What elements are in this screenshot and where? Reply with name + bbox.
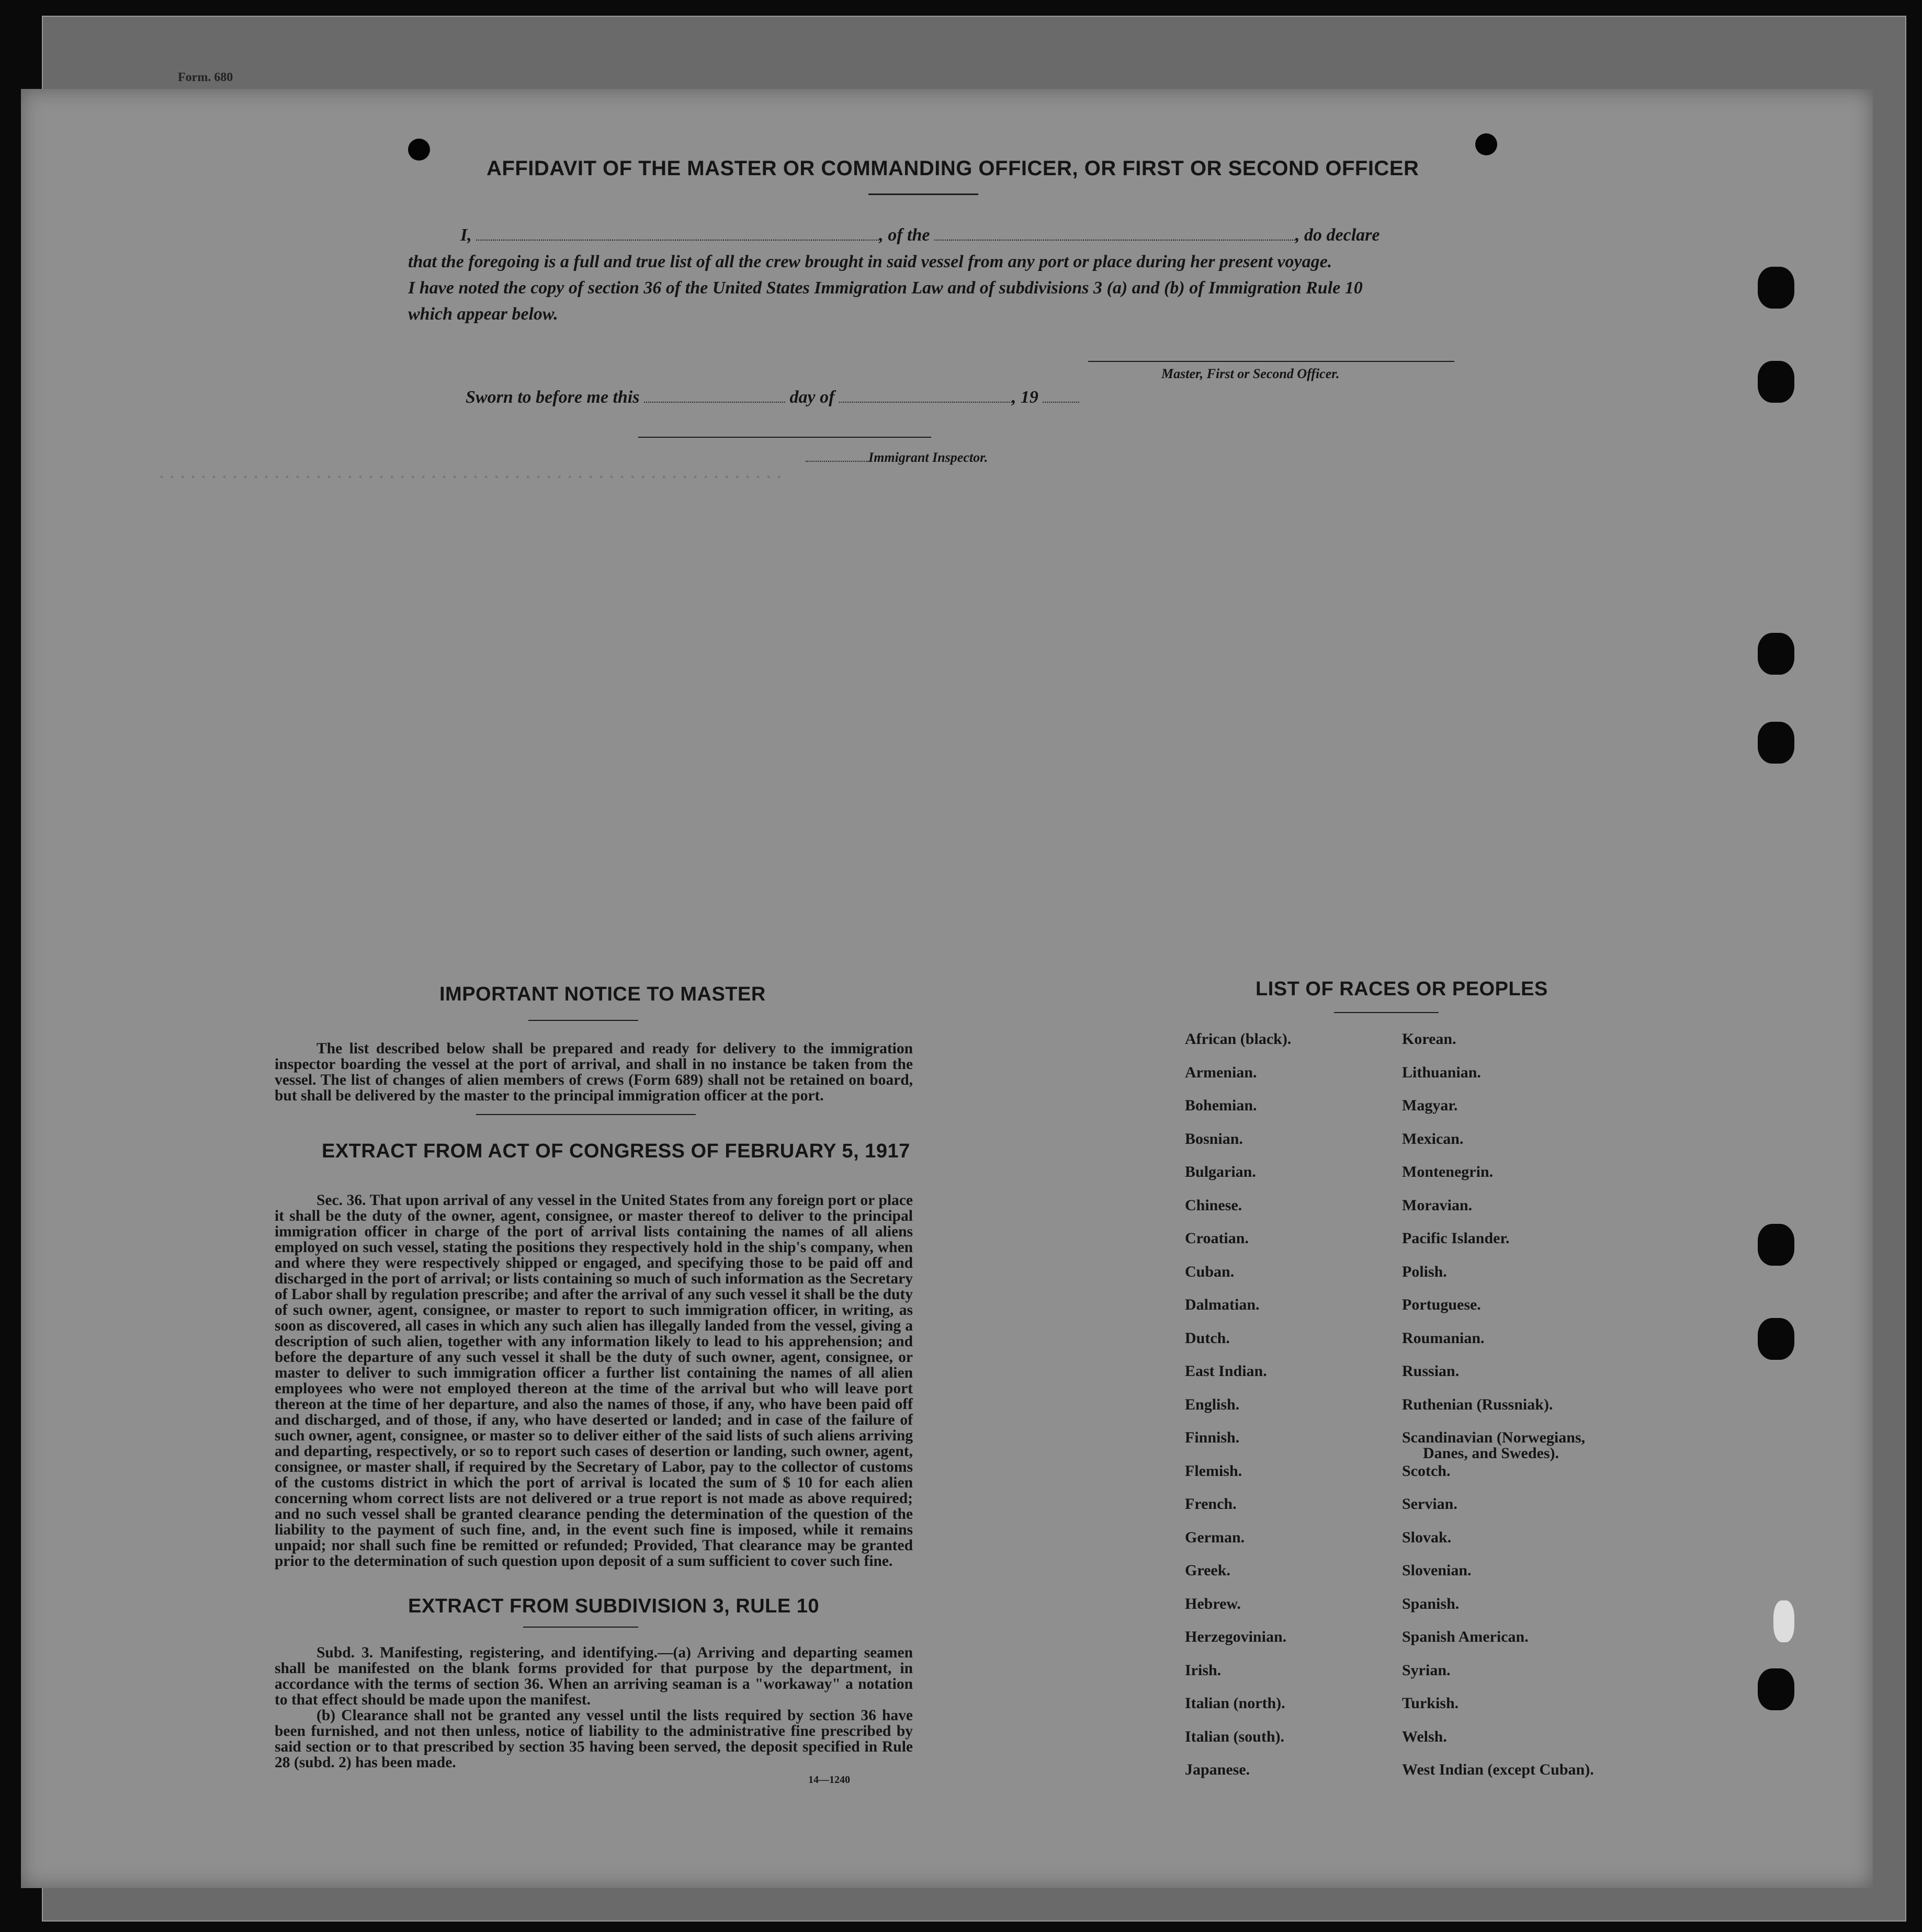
race-item: African (black).	[1185, 1030, 1292, 1048]
binder-clip	[1758, 1224, 1794, 1266]
affidavit-title: AFFIDAVIT OF THE MASTER OR COMMANDING OFFICER, OR FIRST OR SECOND OFFICER	[487, 157, 1419, 180]
affidavit-line-4: which appear below.	[408, 304, 558, 324]
race-item: Italian (south).	[1185, 1728, 1285, 1745]
notice-heading: IMPORTANT NOTICE TO MASTER	[439, 983, 766, 1005]
race-item: Pacific Islander.	[1402, 1230, 1510, 1247]
binder-clip	[1758, 267, 1794, 309]
race-item: Russian.	[1402, 1362, 1460, 1380]
signature-caption: Master, First or Second Officer.	[1161, 366, 1340, 381]
race-item-continuation: Danes, and Swedes).	[1423, 1445, 1559, 1462]
act-heading: EXTRACT FROM ACT OF CONGRESS OF FEBRUARY 5, 1917	[322, 1140, 910, 1162]
race-item: Herzegovinian.	[1185, 1628, 1287, 1645]
race-item: Ruthenian (Russniak).	[1402, 1395, 1553, 1413]
sworn-line: Sworn to before me this day of , 19	[466, 387, 1079, 407]
race-item: Chinese.	[1185, 1196, 1242, 1214]
race-item: Korean.	[1402, 1030, 1456, 1048]
act-text: Sec. 36. That upon arrival of any vessel in the United States from any foreign port or place it shall be the duty of the owner, agent, consignee, or master thereof to deliver to the principal immigration officer in charge of the port of arrival lists containing the names of all aliens employed on such vessel, stating the positions they respectively hold in the ship's company, when and where they were respectively shipped or engaged, and specifying those to be paid off and discharged in the port of arrival; or lists containing so much of such information as the Secretary of Labor shall by regulation prescribe; and after the arrival of any such vessel it shall be the duty of such owner, agent, consignee, or master to report to such immigration officer, in writing, as soon as discovered, all cases in which any such alien has illegally landed from the vessel, giving a description of such alien, together with any information likely to lead to his apprehension; and before the departure of any such vessel it shall be the duty of such owner, agent, consignee, or master to deliver to such immigration officer a further list containing the names of all alien employees who were not employed thereon at the time of the arrival but who will leave port thereon at the time of her departure, and also the names of those, if any, who have been paid off and discharged, and of those, if any, who have deserted or landed; and in case of the failure of such owner, agent, consignee, or master so to deliver either of the said lists of such aliens arriving and departing, respectively, or so to report such cases of desertion or landing, such owner, agent, consignee, or master shall, if required by the Secretary of Labor, pay to the collector of customs of the customs district in which the port of arrival is located the sum of $ 10 for each alien concerning whom correct lists are not delivered or a true report is not made as above required; and no such vessel shall be granted clearance pending the determination of the question of the liability to the payment of such fine, and, in the event such fine is imposed, while it remains unpaid; nor shall such fine be remitted or refunded; Provided, That clearance may be granted prior to the determination of such question upon deposit of a sum sufficient to cover such fine.	[275, 1192, 913, 1570]
binder-clip	[1758, 1318, 1794, 1360]
rule-rule	[523, 1627, 638, 1628]
race-item: Slovenian.	[1402, 1562, 1472, 1579]
race-item: Dutch.	[1185, 1329, 1230, 1347]
race-item: Magyar.	[1402, 1097, 1458, 1114]
affidavit-line-2: that the foregoing is a full and true list of all the crew brought in said vessel from any port or place during her present voyage.	[408, 252, 1332, 271]
inspector-line	[638, 437, 931, 438]
race-item: Mexican.	[1402, 1130, 1464, 1147]
race-item: Servian.	[1402, 1495, 1457, 1513]
race-item: Roumanian.	[1402, 1329, 1485, 1347]
section-rule	[476, 1114, 696, 1115]
rule-text: Subd. 3. Manifesting, registering, and identifying.—(a) Arriving and departing seamen shall be manifested on the blank forms provided for that purpose by the department, in accordance with the terms of section 36. When an arriving seaman is a "workaway" a notation to that effect should be made upon the manifest. (b) Clearance shall not be granted any vessel until the lists required by section 36 have been furnished, and not then unless, notice of liability to the administrative fine prescribed by said section or to that prescribed by section 35 having been served, the deposit specified in Rule 28 (subd. 2) has been made.	[275, 1644, 913, 1771]
race-item: Syrian.	[1402, 1661, 1451, 1679]
race-item: Spanish American.	[1402, 1628, 1529, 1645]
race-item: Slovak.	[1402, 1528, 1452, 1546]
binder-clip	[1758, 722, 1794, 764]
race-item: Bulgarian.	[1185, 1163, 1256, 1180]
bleed-through: ............................................................	[157, 465, 785, 483]
race-item: Bohemian.	[1185, 1097, 1257, 1114]
form-number: Form. 680	[178, 71, 233, 84]
signature-line	[1088, 361, 1454, 362]
document-page	[21, 89, 1873, 1888]
punch-hole	[1475, 133, 1497, 155]
binder-clip	[1758, 633, 1794, 675]
race-item: Irish.	[1185, 1661, 1222, 1679]
race-item: Scotch.	[1402, 1462, 1451, 1480]
races-heading: LIST OF RACES OR PEOPLES	[1256, 978, 1548, 1000]
notice-text: The list described below shall be prepared and ready for delivery to the immigration inspector boarding the vessel at the port of arrival, and shall in no instance be taken from the vessel. The list of changes of alien members of crews (Form 689) shall not be retained on board, but shall be delivered by the master to the principal immigration officer at the port.	[275, 1040, 913, 1104]
race-item: Montenegrin.	[1402, 1163, 1494, 1180]
race-item: Flemish.	[1185, 1462, 1242, 1480]
race-item: Cuban.	[1185, 1263, 1235, 1280]
race-item: Bosnian.	[1185, 1130, 1243, 1147]
race-item: Spanish.	[1402, 1595, 1460, 1612]
race-item: Welsh.	[1402, 1728, 1447, 1745]
title-rule	[868, 194, 978, 195]
race-item: Italian (north).	[1185, 1695, 1285, 1712]
print-code: 14—1240	[808, 1774, 850, 1786]
race-item: West Indian (except Cuban).	[1402, 1761, 1594, 1778]
race-item: Armenian.	[1185, 1063, 1257, 1081]
punch-hole	[408, 139, 430, 161]
binder-clip	[1773, 1600, 1794, 1642]
inspector-caption: Immigrant Inspector.	[806, 450, 988, 465]
affidavit-line-3: I have noted the copy of section 36 of the United States Immigration Law and of subdivisions 3 (a) and (b) of Immigration Rule 10	[408, 278, 1363, 298]
race-item: Turkish.	[1402, 1695, 1459, 1712]
race-item: East Indian.	[1185, 1362, 1267, 1380]
race-item: English.	[1185, 1395, 1240, 1413]
race-item: French.	[1185, 1495, 1237, 1513]
binder-clip	[1758, 1668, 1794, 1710]
race-item: Scandinavian (Norwegians,	[1402, 1429, 1586, 1446]
race-item: Moravian.	[1402, 1196, 1473, 1214]
race-item: Greek.	[1185, 1562, 1230, 1579]
rule-heading: EXTRACT FROM SUBDIVISION 3, RULE 10	[408, 1595, 820, 1617]
race-item: Japanese.	[1185, 1761, 1250, 1778]
race-item: Polish.	[1402, 1263, 1447, 1280]
race-item: Dalmatian.	[1185, 1296, 1260, 1313]
affidavit-line-1: I, , of the , do declare	[460, 225, 1380, 245]
binder-clip	[1758, 361, 1794, 403]
notice-rule	[528, 1020, 638, 1021]
race-item: Finnish.	[1185, 1429, 1240, 1446]
race-item: Croatian.	[1185, 1230, 1249, 1247]
race-item: Hebrew.	[1185, 1595, 1241, 1612]
race-item: German.	[1185, 1528, 1245, 1546]
races-rule	[1334, 1012, 1439, 1013]
race-item: Portuguese.	[1402, 1296, 1481, 1313]
race-item: Lithuanian.	[1402, 1063, 1481, 1081]
